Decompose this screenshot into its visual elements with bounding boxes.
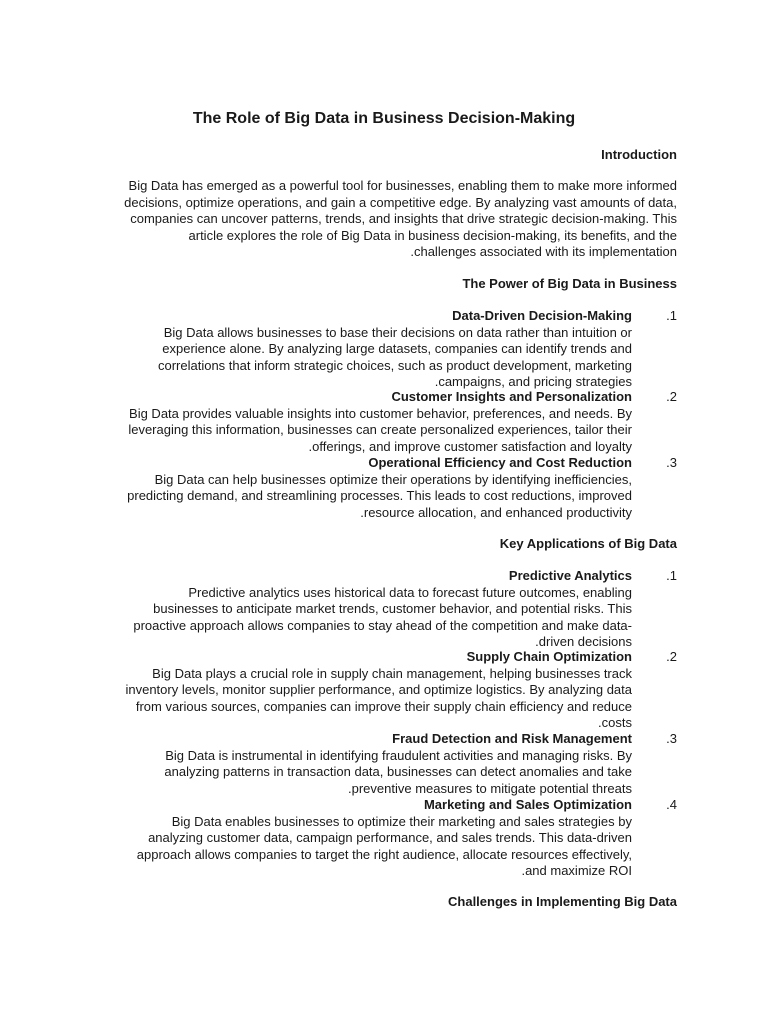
list-item-title: Predictive Analytics	[508, 568, 632, 583]
list-item-line: .and maximize ROI	[521, 863, 632, 878]
list-item-line: correlations that inform strategic choices, such as product development, marketing	[157, 357, 632, 373]
list-number: .3	[666, 455, 677, 470]
list-item-line: Predictive analytics uses historical data to forecast future outcomes, enabling	[188, 584, 632, 600]
list-item-line: .resource allocation, and enhanced productivity	[360, 504, 632, 520]
list-item	[52, 308, 632, 391]
power-heading: The Power of Big Data in Business	[462, 276, 677, 291]
list-item-line: analyzing customer data, campaign performance, and sales trends. This data-driven	[148, 830, 632, 845]
list-item-title: Operational Efficiency and Cost Reduction	[368, 455, 632, 470]
list-item-line: .campaigns, and pricing strategies	[434, 374, 632, 389]
list-item-line: proactive approach allows companies to stay ahead of the competition and make data-	[133, 617, 632, 633]
introduction-heading: Introduction	[601, 147, 677, 162]
list-item-line: Big Data is instrumental in identifying fraudulent activities and managing risks. By	[165, 747, 632, 763]
list-item-line: analyzing patterns in transaction data, businesses can detect anomalies and take	[164, 764, 632, 779]
list-item-line: Big Data enables businesses to optimize their marketing and sales strategies by	[171, 813, 632, 829]
paragraph-line: decisions, optimize operations, and gain a competitive edge. By analyzing vast amounts of data,	[124, 194, 677, 210]
list-number: .2	[666, 649, 677, 664]
list-item-line: inventory levels, monitor supplier performance, and optimize logistics. By analyzing data	[125, 682, 632, 697]
applications-heading: Key Applications of Big Data	[499, 536, 677, 551]
list-item-line: predicting demand, and streamlining processes. This leads to cost reductions, improved	[127, 488, 632, 503]
list-item-line: .driven decisions	[535, 634, 632, 649]
list-item-line: Big Data allows businesses to base their decisions on data rather than intuition or	[163, 324, 632, 340]
list-item-line: Big Data can help businesses optimize their operations by identifying inefficiencies,	[154, 471, 632, 487]
list-item-line: .offerings, and improve customer satisfaction and loyalty	[308, 438, 632, 454]
list-number: .1	[666, 308, 677, 323]
list-item-line: .costs	[598, 715, 632, 730]
challenges-heading: Challenges in Implementing Big Data	[448, 894, 677, 909]
list-item-title: Customer Insights and Personalization	[391, 389, 632, 404]
list-item	[52, 568, 632, 651]
paragraph-line: companies can uncover patterns, trends, and insights that drive strategic decision-making. This	[130, 211, 677, 226]
list-number: .2	[666, 389, 677, 404]
list-item-line: businesses to anticipate market trends, customer behavior, and potential risks. This	[153, 601, 632, 616]
list-item-title: Marketing and Sales Optimization	[423, 797, 632, 812]
list-item-line: Big Data provides valuable insights into customer behavior, preferences, and needs. By	[129, 405, 632, 421]
list-item-line: approach allows companies to target the right audience, allocate resources effectively,	[136, 846, 632, 862]
list-number: .4	[666, 797, 677, 812]
introduction-paragraph	[77, 178, 677, 261]
document-title: The Role of Big Data in Business Decision-Making	[192, 110, 576, 127]
list-item-line: leveraging this information, businesses can create personalized experiences, tailor their	[128, 422, 632, 437]
paragraph-line: Big Data has emerged as a powerful tool for businesses, enabling them to make more informed	[128, 178, 677, 193]
list-item	[52, 649, 632, 732]
list-item-line: Big Data plays a crucial role in supply chain management, helping businesses track	[152, 665, 632, 681]
list-item-line: experience alone. By analyzing large datasets, companies can identify trends and	[162, 341, 632, 356]
list-number: .3	[666, 731, 677, 746]
list-item-title: Supply Chain Optimization	[466, 649, 632, 664]
list-item-line: .preventive measures to mitigate potential threats	[348, 780, 632, 796]
list-item	[52, 389, 632, 455]
paragraph-line: .challenges associated with its implementation	[410, 244, 677, 259]
list-number: .1	[666, 568, 677, 583]
list-item-title: Fraud Detection and Risk Management	[392, 731, 632, 746]
list-item	[52, 455, 632, 521]
paragraph-line: article explores the role of Big Data in business decision-making, its benefits, and the	[188, 227, 677, 243]
list-item	[52, 731, 632, 797]
list-item-line: from various sources, companies can improve their supply chain efficiency and reduce	[135, 698, 632, 714]
list-item-title: Data-Driven Decision-Making	[452, 308, 632, 323]
list-item	[52, 797, 632, 880]
